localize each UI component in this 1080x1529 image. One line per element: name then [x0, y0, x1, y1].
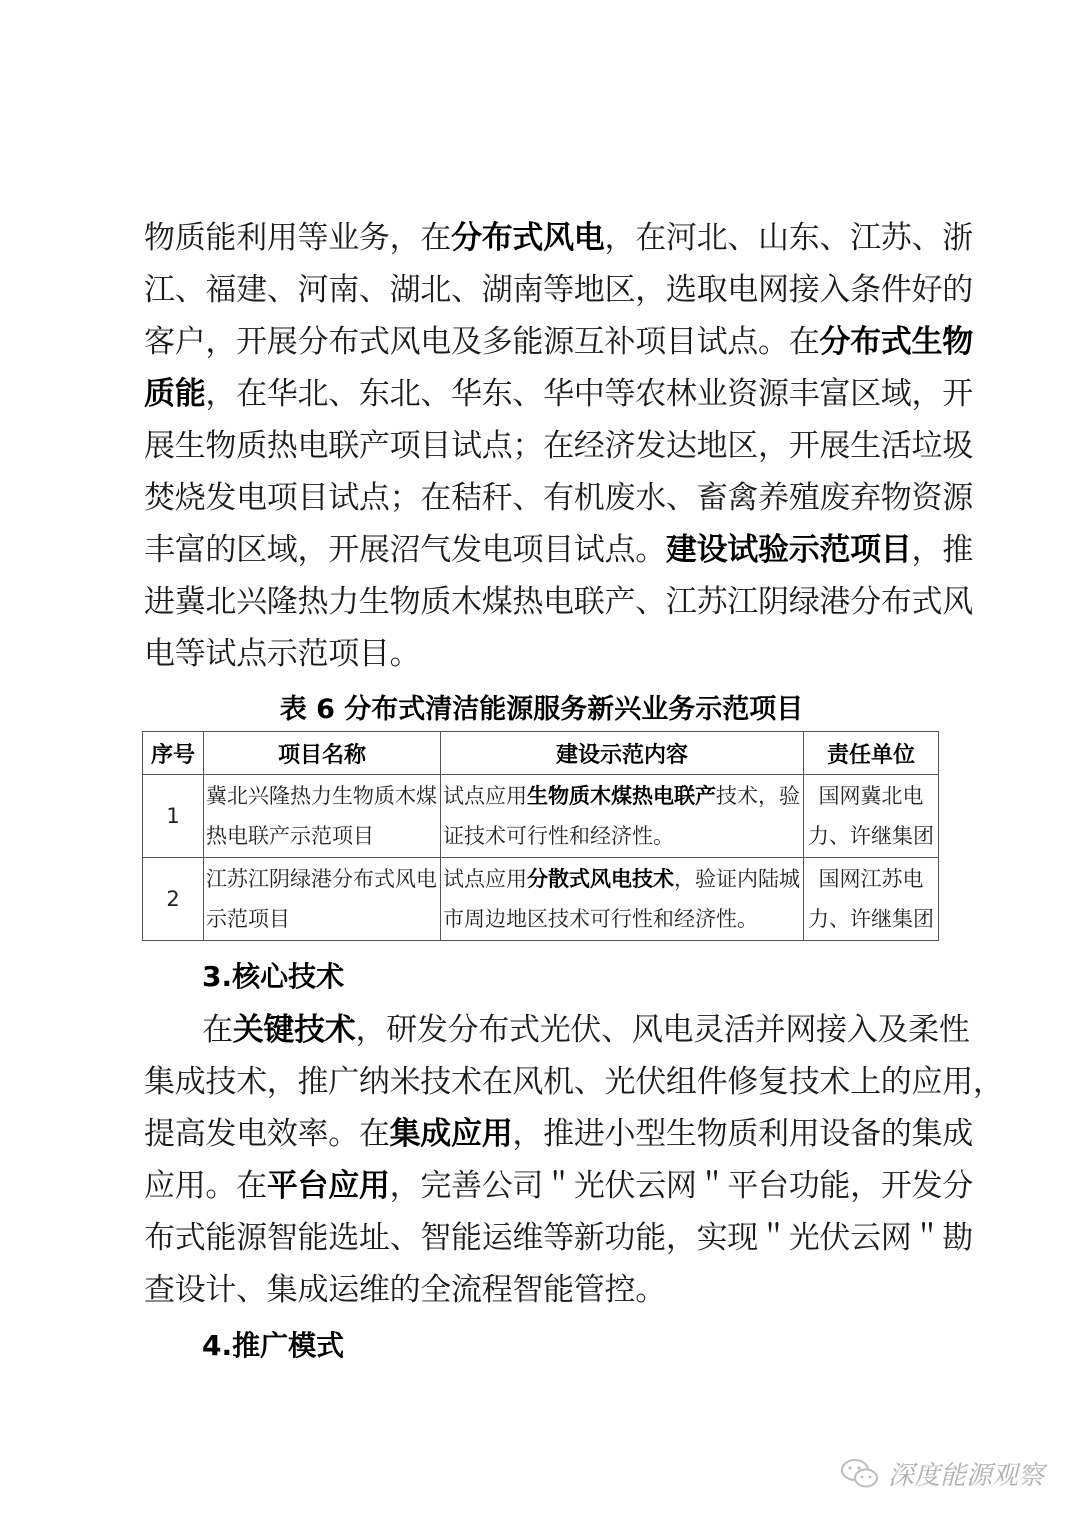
text: 电等试点示范项目。 — [144, 636, 421, 672]
text-line — [144, 1114, 973, 1154]
cell-unit: 国网冀北电力、许继集团 — [804, 775, 939, 858]
watermark-text: 深度能源观察 — [888, 1461, 1045, 1491]
text: ，在华北、东北、华东、华中等农林业资源丰富区域，开 — [205, 376, 973, 412]
cell-content — [441, 775, 804, 858]
text-line — [144, 582, 973, 622]
table-caption: 表 6 分布式清洁能源服务新兴业务示范项目 — [279, 694, 804, 725]
text-line — [144, 374, 973, 414]
section-heading: 3.核心技术 — [202, 960, 345, 993]
text-line — [144, 1166, 973, 1206]
text: 应用。在 — [144, 1168, 267, 1204]
bold-text: 分散式风电技术 — [527, 867, 674, 891]
bold-text: 分布式风电 — [451, 220, 605, 256]
header-name: 项目名称 — [204, 732, 441, 775]
demo-projects-table — [142, 731, 939, 941]
bold-text: 分布式生物 — [819, 324, 973, 360]
table-header-row — [143, 732, 939, 775]
text: 试点应用 — [443, 784, 527, 808]
text: ，验证内陆城市周边地区技术可行性和经济性。 — [443, 867, 800, 931]
text: 丰富的区域，开展沼气发电项目试点。 — [144, 532, 666, 568]
text: 查设计、集成运维的全流程智能管控。 — [144, 1272, 666, 1308]
text: 技术，验证技术可行性和经济性。 — [443, 784, 800, 848]
text: 焚烧发电项目试点；在秸秆、有机废水、畜禽养殖废弃物资源 — [144, 480, 973, 516]
text: 试点应用 — [443, 867, 527, 891]
text: ，研发分布式光伏、风电灵活并网接入及柔性 — [355, 1012, 970, 1048]
text-line — [144, 1270, 939, 1310]
header-content: 建设示范内容 — [441, 732, 804, 775]
text-line — [144, 218, 973, 258]
cell-no: 2 — [143, 858, 204, 941]
text: 客户，开展分布式风电及多能源互补项目试点。在 — [144, 324, 820, 360]
wechat-icon — [840, 1457, 880, 1491]
cell-no: 1 — [143, 775, 204, 858]
text: 江、福建、河南、湖北、湖南等地区，选取电网接入条件好的 — [144, 272, 973, 308]
bold-text: 集成应用 — [389, 1116, 513, 1152]
bold-text: 平台应用 — [266, 1168, 390, 1204]
bold-text: 质能 — [144, 376, 206, 412]
bold-text: 建设试验示范项目 — [665, 532, 912, 568]
bold-text: 关键技术 — [232, 1012, 356, 1048]
cell-name: 冀北兴隆热力生物质木煤热电联产示范项目 — [204, 775, 441, 858]
cell-content — [441, 858, 804, 941]
text-line — [144, 1218, 973, 1258]
text-line — [202, 1010, 970, 1050]
text-line — [144, 322, 973, 362]
text-line — [144, 530, 973, 570]
text: ，在河北、山东、江苏、浙 — [604, 220, 973, 256]
text-line — [144, 270, 973, 310]
cell-unit: 国网江苏电力、许继集团 — [804, 858, 939, 941]
text: 进冀北兴隆热力生物质木煤热电联产、江苏江阴绿港分布式风 — [144, 584, 973, 620]
text: ，推进小型生物质利用设备的集成 — [512, 1116, 973, 1152]
table-row — [143, 775, 939, 858]
text: ，推 — [911, 532, 973, 568]
text: 在 — [202, 1012, 233, 1048]
text: 展生物质热电联产项目试点；在经济发达地区，开展生活垃圾 — [144, 428, 973, 464]
text-line — [144, 1062, 1004, 1102]
text: 布式能源智能选址、智能运维等新功能，实现＂光伏云网＂勘 — [144, 1220, 973, 1256]
text: ，完善公司＂光伏云网＂平台功能，开发分 — [389, 1168, 973, 1204]
header-unit: 责任单位 — [804, 732, 939, 775]
text: 提高发电效率。在 — [144, 1116, 390, 1152]
text-line — [144, 478, 973, 518]
table-row — [143, 858, 939, 941]
text-line — [144, 634, 939, 674]
bold-text: 生物质木煤热电联产 — [527, 784, 716, 808]
text-line — [144, 426, 973, 466]
text: 物质能利用等业务，在 — [144, 220, 451, 256]
header-no: 序号 — [143, 732, 204, 775]
text: 集成技术，推广纳米技术在风机、光伏组件修复技术上的应用， — [144, 1064, 1004, 1100]
watermark — [840, 1455, 1044, 1492]
cell-name: 江苏江阴绿港分布式风电示范项目 — [204, 858, 441, 941]
section-heading: 4.推广模式 — [202, 1329, 345, 1362]
